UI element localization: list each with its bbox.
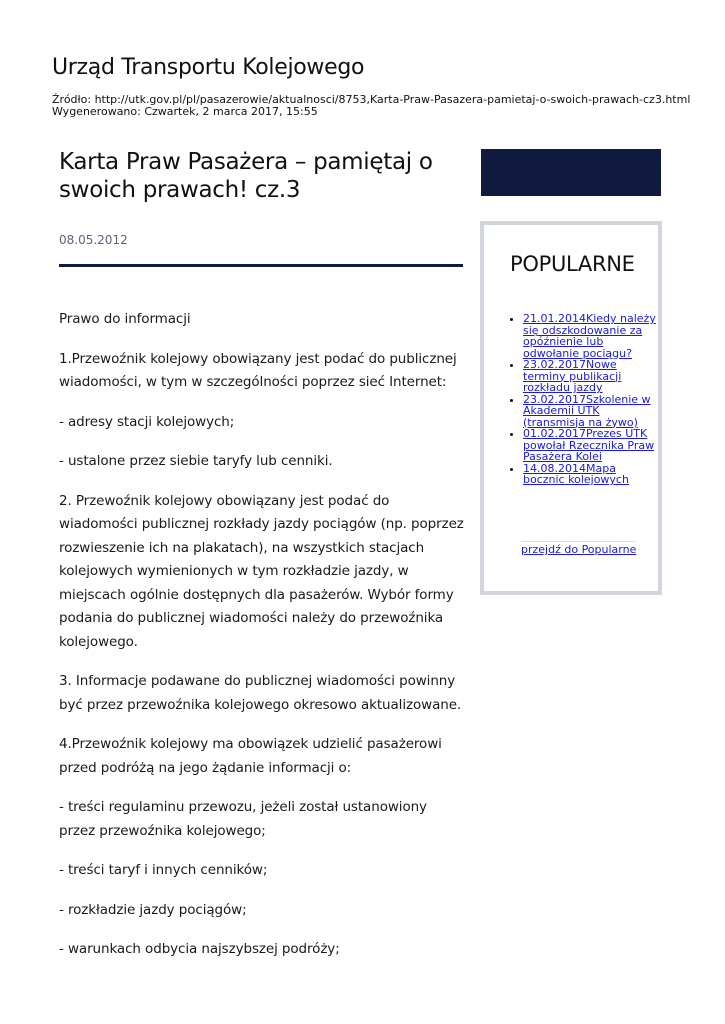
- sidebar-banner-block: [481, 149, 661, 196]
- paragraph: 1.Przewoźnik kolejowy obowiązany jest podać do publicznej wiadomości, w tym w szczególności poprzez sieć Internet:: [59, 350, 457, 390]
- list-item: [523, 313, 658, 359]
- title-divider: [59, 264, 463, 267]
- paragraph: - treści taryf i innych cenników;: [59, 862, 268, 878]
- popular-link[interactable]: 23.02.2017Szkolenie w Akademii UTK (transmisja na żywo): [523, 392, 651, 429]
- popular-heading: POPULARNE: [510, 252, 635, 276]
- paragraph: Prawo do informacji: [59, 311, 191, 327]
- site-title: Urząd Transportu Kolejowego: [52, 55, 365, 80]
- list-item: [523, 428, 658, 463]
- list-item: [523, 394, 658, 429]
- paragraph: - warunkach odbycia najszybszej podróży;: [59, 941, 340, 957]
- article-title: Karta Praw Pasażera – pamiętaj o swoich prawach! cz.3: [59, 149, 433, 203]
- popular-link[interactable]: 14.08.2014Mapa bocznic kolejowych: [523, 461, 629, 486]
- paragraph: - rozkładzie jazdy pociągów;: [59, 901, 247, 918]
- generated-timestamp: Wygenerowano: Czwartek, 2 marca 2017, 15:55: [52, 105, 318, 118]
- paragraph: - adresy stacji kolejowych;: [59, 413, 235, 430]
- paragraph: - treści regulaminu przewozu, jeżeli został ustanowiony przez przewoźnika kolejowego;: [59, 799, 427, 839]
- print-meta: [52, 94, 717, 118]
- paragraph: 2. Przewoźnik kolejowy obowiązany jest podać do wiadomości publicznej rozkłady jazdy pociągów (np. poprzez rozwieszenie ich na plakatach), na wszystkich stacjach kolejowych wymienionych w tym rozkładzie jazdy, w miejscach ogólnie dostępnych dla pasażerów. Wybór formy podania do publicznej wiadomości należy do przewoźnika kolejowego.: [59, 492, 464, 650]
- popular-list: [504, 313, 658, 486]
- article-date: 08.05.2012: [59, 233, 128, 247]
- popular-link[interactable]: 21.01.2014Kiedy należy się odszkodowanie za opóźnienie lub odwołanie pociągu?: [523, 312, 656, 360]
- list-item: [523, 463, 658, 486]
- popular-link[interactable]: 01.02.2017Prezes UTK powołał Rzecznika Praw Pasażera Kolei: [523, 427, 655, 463]
- paragraph: - ustalone przez siebie taryfy lub cenniki.: [59, 453, 333, 469]
- popular-link[interactable]: 23.02.2017Nowe terminy publikacji rozkładu jazdy: [523, 358, 622, 394]
- popular-box: [480, 221, 662, 595]
- article-body: [59, 308, 464, 978]
- list-item: [523, 359, 658, 394]
- paragraph: 4.Przewoźnik kolejowy ma obowiązek udzielić pasażerowi przed podróżą na jego żądanie informacji o:: [59, 736, 442, 776]
- paragraph: 3. Informacje podawane do publicznej wiadomości powinny być przez przewoźnika kolejowego okresowo aktualizowane.: [59, 673, 462, 713]
- source-url: Źródło: http://utk.gov.pl/pl/pasazerowie/aktualnosci/8753,Karta-Praw-Pasazera-pamietaj-o-swoich-prawach-cz3.html: [52, 93, 691, 106]
- more-popular-link[interactable]: przejdź do Popularne: [521, 543, 637, 556]
